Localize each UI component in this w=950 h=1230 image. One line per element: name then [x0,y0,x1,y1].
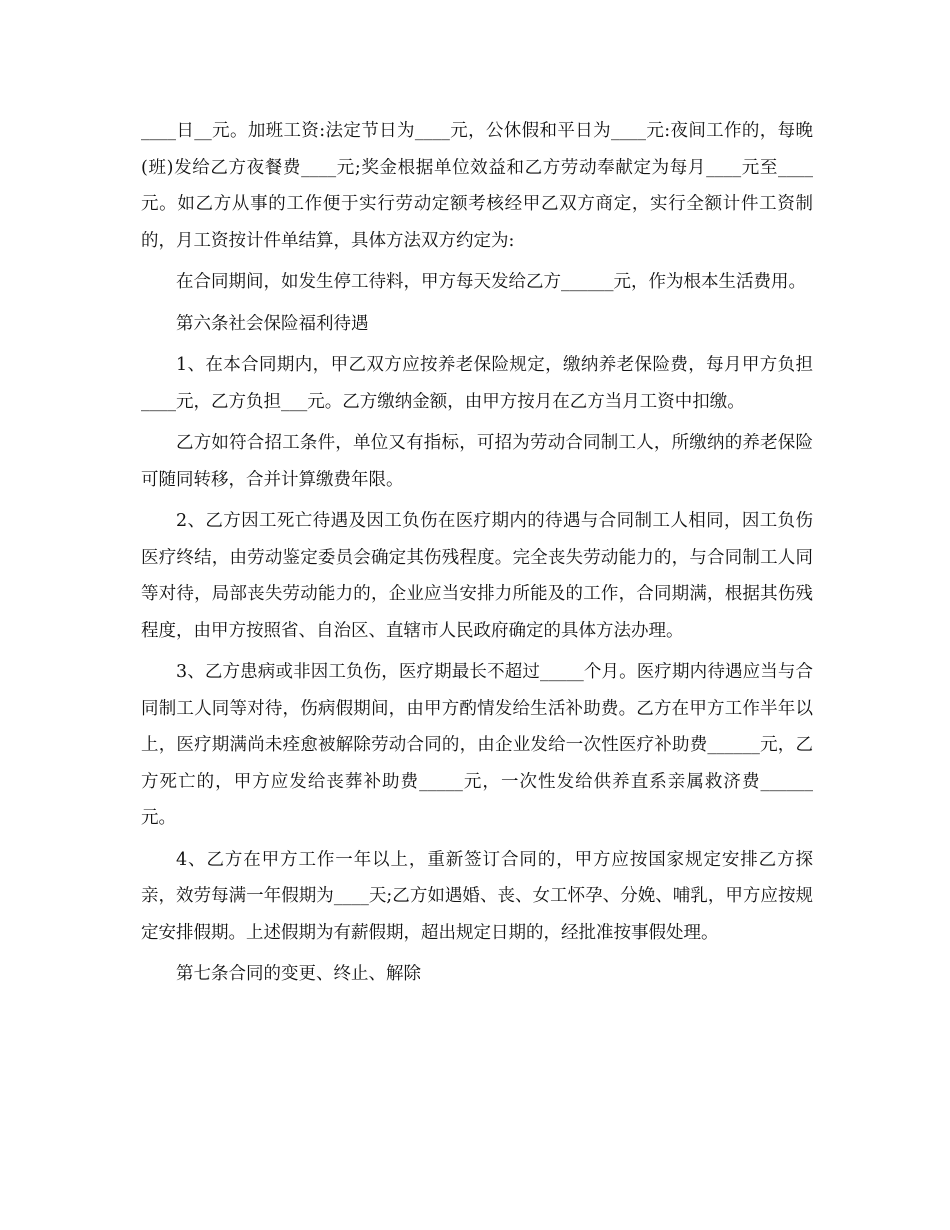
section-heading-article-6: 第六条社会保险福利待遇 [176,313,369,334]
paragraph-wage-terms: ____日__元。加班工资:法定节日为____元，公休假和平日为____元:夜间工作的，每晚(班)发给乙方夜餐费____元;奖金根据单位效益和乙方劳动奉献定为每月____元至____元。如乙方从事的工作便于实行劳动定额考核经甲乙双方商定，实行全额计件工资制的，月工资按计件单结算，具体方法双方约定为: [141,121,813,251]
section-heading-article-7: 第七条合同的变更、终止、解除 [176,964,421,984]
paragraph-sick-leave: 3、乙方患病或非因工负伤，医疗期最长不超过_____个月。医疗期内待遇应当与合同制工人同等对待，伤病假期间，由甲方酌情发给生活补助费。乙方在甲方工作半年以上，医疗期满尚未痊愈被解除劳动合同的，由企业发给一次性医疗补助费______元，乙方死亡的，甲方应发给丧葬补助费_____元，一次性发给供养直系亲属救济费______元。 [141,662,813,828]
document-body [141,113,813,998]
paragraph-pension-insurance: 1、在本合同期内，甲乙双方应按养老保险规定，缴纳养老保险费，每月甲方负担____元，乙方负担___元。乙方缴纳金额，由甲方按月在乙方当月工资中扣缴。 [141,355,813,412]
paragraph-work-injury: 2、乙方因工死亡待遇及因工负伤在医疗期内的待遇与合同制工人相同，因工负伤医疗终结，由劳动鉴定委员会确定其伤残程度。完全丧失劳动能力的，与合同制工人同等对待，局部丧失劳动能力的，企业应当安排力所能及的工作，合同期满，根据其伤残程度，由甲方按照省、自治区、直辖市人民政府确定的具体方法办理。 [141,511,813,641]
paragraph-work-stoppage: 在合同期间，如发生停工待料，甲方每天发给乙方______元，作为根本生活费用。 [176,272,806,292]
paragraph-pension-transfer: 乙方如符合招工条件，单位又有指标，可招为劳动合同制工人，所缴纳的养老保险可随同转移，合并计算缴费年限。 [141,433,813,490]
paragraph-family-leave: 4、乙方在甲方工作一年以上，重新签订合同的，甲方应按国家规定安排乙方探亲，效劳每满一年假期为____天;乙方如遇婚、丧、女工怀孕、分娩、哺乳，甲方应按规定安排假期。上述假期为有薪假期，超出规定日期的，经批准按事假处理。 [141,849,813,943]
